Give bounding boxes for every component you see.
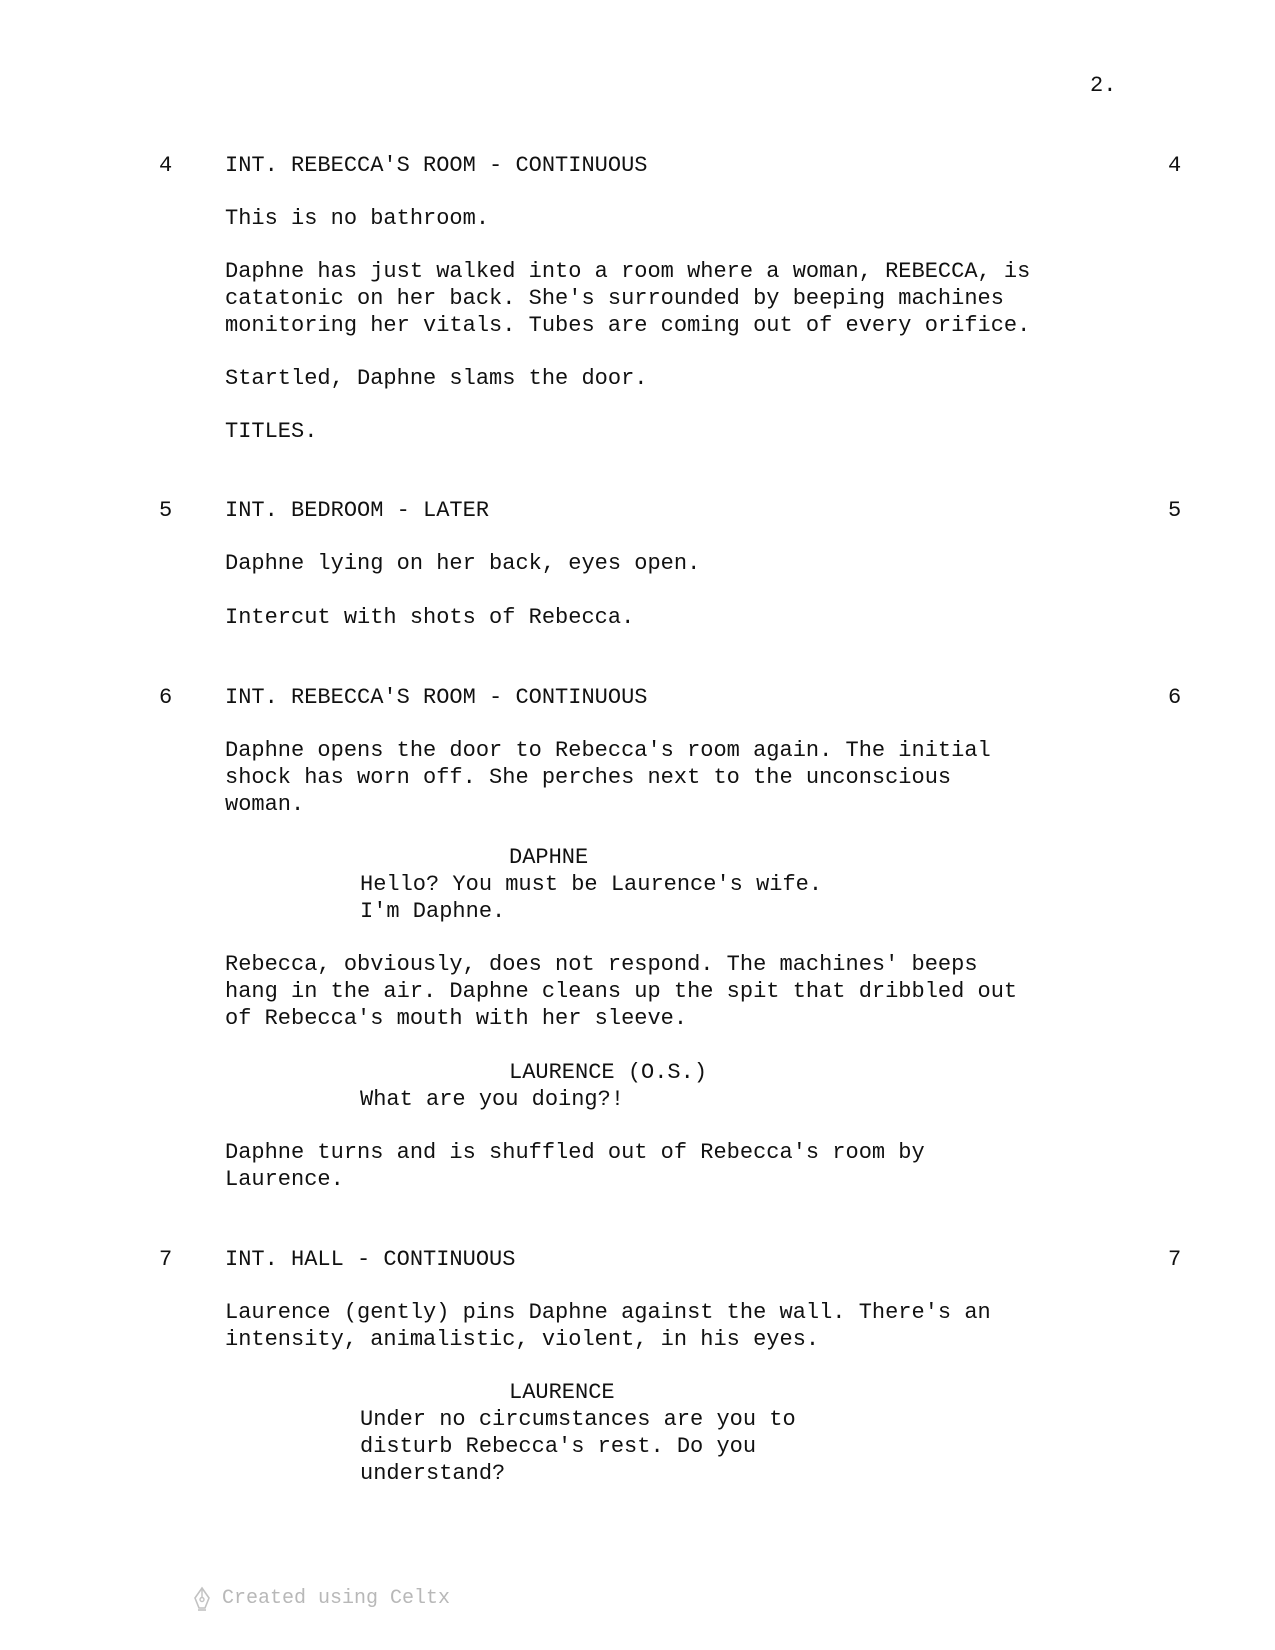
scene-heading: INT. REBECCA'S ROOM - CONTINUOUS [225,685,648,710]
scene-number-left: 5 [159,498,173,523]
action-line: monitoring her vitals. Tubes are coming out of every orifice. [225,313,1031,338]
action-line: TITLES. [225,419,318,444]
celtx-watermark [192,1586,450,1612]
action-line: Intercut with shots of Rebecca. [225,605,635,630]
action-line: intensity, animalistic, violent, in his eyes. [225,1327,820,1352]
dialogue-line: Under no circumstances are you to [360,1407,796,1432]
action-line: This is no bathroom. [225,206,490,231]
character-name: DAPHNE [509,845,589,870]
action-line: of Rebecca's mouth with her sleeve. [225,1006,688,1031]
scene-heading: INT. BEDROOM - LATER [225,498,490,523]
celtx-pen-icon [192,1586,212,1612]
action-line: Daphne opens the door to Rebecca's room again. The initial [225,738,991,763]
watermark-text: Created using Celtx [222,1587,451,1610]
action-line: Startled, Daphne slams the door. [225,366,648,391]
action-line: Daphne turns and is shuffled out of Rebecca's room by [225,1140,925,1165]
action-line: Daphne lying on her back, eyes open. [225,551,701,576]
action-line: shock has worn off. She perches next to the unconscious [225,765,952,790]
scene-number-left: 6 [159,685,173,710]
scene-heading: INT. HALL - CONTINUOUS [225,1247,516,1272]
action-line: Rebecca, obviously, does not respond. The machines' beeps [225,952,978,977]
dialogue-line: Hello? You must be Laurence's wife. [360,872,823,897]
action-line: woman. [225,792,305,817]
character-name: LAURENCE (O.S.) [509,1060,708,1085]
action-line: Laurence (gently) pins Daphne against the wall. There's an [225,1300,991,1325]
scene-number-right: 5 [1168,498,1182,523]
scene-number-left: 4 [159,153,173,178]
action-line: hang in the air. Daphne cleans up the spit that dribbled out [225,979,1018,1004]
scene-number-left: 7 [159,1247,173,1272]
scene-heading: INT. REBECCA'S ROOM - CONTINUOUS [225,153,648,178]
scene-number-right: 7 [1168,1247,1182,1272]
action-line: Daphne has just walked into a room where a woman, REBECCA, is [225,259,1031,284]
dialogue-line: What are you doing?! [360,1087,625,1112]
dialogue-line: I'm Daphne. [360,899,506,924]
scene-number-right: 4 [1168,153,1182,178]
action-line: catatonic on her back. She's surrounded by beeping machines [225,286,1004,311]
character-name: LAURENCE [509,1380,615,1405]
dialogue-line: disturb Rebecca's rest. Do you [360,1434,757,1459]
action-line: Laurence. [225,1167,344,1192]
dialogue-line: understand? [360,1461,506,1486]
page-number: 2. [1090,73,1117,98]
scene-number-right: 6 [1168,685,1182,710]
